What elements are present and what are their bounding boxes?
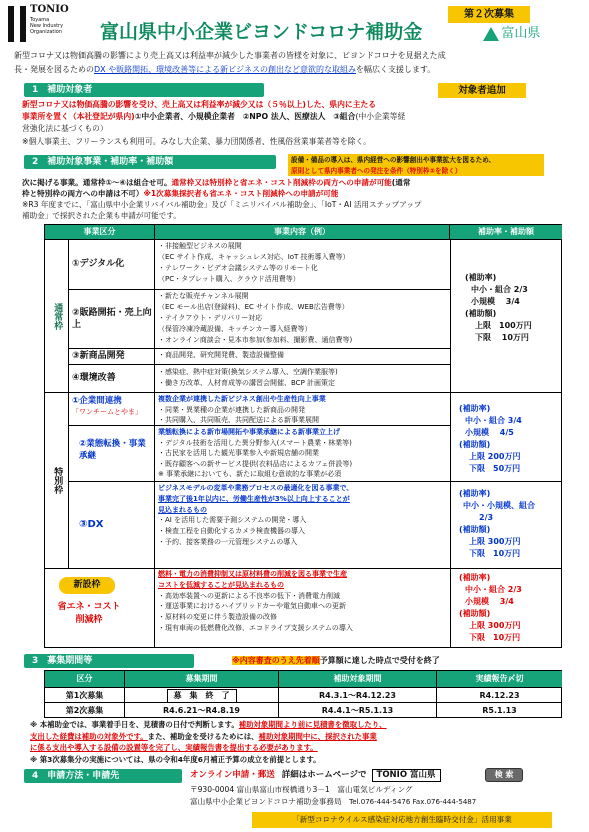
rate-line: 下限 50万円 <box>469 464 521 473</box>
row-content <box>155 291 449 346</box>
rate-line: 上限 300万円 <box>469 621 521 630</box>
note-red: ※内容審査のうえ先着順 <box>232 656 320 665</box>
section-num: 4 <box>32 771 39 781</box>
sp-head: 複数企業が連携した新ビジネス創出や生産性向上事業 <box>158 395 326 403</box>
section1-body <box>22 99 578 148</box>
section3-header <box>24 654 194 668</box>
section-title: 申請方法・申請先 <box>47 771 120 781</box>
note-black: 予算額に達した時点で受付を終了 <box>319 656 440 665</box>
section-num: 3 <box>32 656 39 666</box>
intro-line <box>14 63 576 77</box>
row-content <box>155 241 449 285</box>
sp-head: 見込まれるもの <box>158 505 207 514</box>
section2-header <box>24 155 276 169</box>
row-content <box>155 394 449 426</box>
s2-line <box>22 188 578 199</box>
sched-head: 募集期間 <box>125 671 279 687</box>
recruit-badge: 第２次募集 <box>448 6 530 23</box>
sp-head: 事業完了後1年以内に、労働生産性が3%以上向上することが <box>158 494 350 503</box>
sched-cell: R4.12.23 <box>437 687 562 702</box>
row-content <box>155 483 449 548</box>
s2-red: 通常枠又は特別枠と省エネ・コスト削減枠の両方への申請が可能 <box>171 178 392 187</box>
content-line: ・感染症、熱中症対策(換気システム導入、空調作業服等) <box>158 368 338 376</box>
office-line <box>190 796 570 808</box>
rate-line: (補助額) <box>459 609 491 618</box>
table-row <box>69 364 450 392</box>
content-line: ・現有車両の低燃費化改修、エコドライブ支援システムの導入 <box>158 623 353 632</box>
row-content: ・商品開発、研究開発費、製造設備整備 <box>158 351 284 359</box>
s2-bold: (通常 <box>391 178 411 187</box>
content-line: ・共同購入、共同販売、共同配送による新事業展開 <box>158 416 319 424</box>
online-label: オンライン申請・郵送 <box>190 770 275 780</box>
content-line: ・デジタル技術を活用した異分野参入(スマート農業・林業等) <box>158 438 352 447</box>
office-name: 富山県中小企業ビヨンドコロナ補助金事務局 <box>190 797 342 806</box>
content-line: ・新たな販売チャンネル展開 <box>158 292 249 300</box>
content-line: ・同業・異業種の企業が連携した新商品の開発 <box>158 405 305 414</box>
row-cat: ①デジタル化 <box>69 240 155 289</box>
content-line: （EC モール出店(登録料)、EC サイト作成、WEB広告費等） <box>158 303 349 311</box>
row-cat: ③新商品開発 <box>69 349 155 364</box>
rate-line: 上限 200万円 <box>469 452 521 461</box>
rate-line: (補助額) <box>465 309 497 318</box>
sched-head: 補助対象期間 <box>279 671 437 687</box>
new-frame-badge: 新設枠 <box>59 577 115 594</box>
special-rate-cell <box>450 392 562 481</box>
s3-text: ※ 本補助金では、事業着手日を、見積書の日付で判断します。 <box>30 720 239 729</box>
rate-line: 中小・組合 3/4 <box>465 416 522 425</box>
search-button[interactable]: 検 索 <box>485 768 523 782</box>
s1-red: 新型コロナ又は物価高騰の影響を受け、売上高又は利益率が減少 <box>22 100 248 109</box>
logo-tag: New Industry <box>30 23 64 29</box>
row-cat: ④環境改善 <box>69 365 155 392</box>
sched-cell <box>125 687 279 702</box>
sp1-cat: ①企業間連携 <box>72 396 122 406</box>
s3-note-line <box>30 731 578 743</box>
page-title: 富山県中小企業ビヨンドコロナ補助金 <box>100 21 423 43</box>
table-row <box>69 392 450 425</box>
content-line: ※ 事業承継においても、新たに取組む意欲的な事業が必須 <box>158 470 342 478</box>
table-row <box>69 289 450 348</box>
rate-line: (補助率) <box>465 273 497 282</box>
first-come-note <box>232 656 548 666</box>
s1-line <box>22 111 578 123</box>
s1-red: 事業所を置く（本社登記が県内) <box>22 112 135 121</box>
table-row <box>69 481 450 568</box>
rate-line: 下限 10万円 <box>475 333 529 342</box>
s2-bold: 枠と特別枠の両方への申請は不可） <box>22 189 144 198</box>
logo <box>8 4 86 46</box>
sched-head: 区分 <box>45 671 125 687</box>
s2-note: 補助金」で採択された企業も申請が可能です。 <box>22 211 181 220</box>
sched-cell: R4.6.21～R4.8.19 <box>125 702 279 718</box>
content-line: （保管冷凍冷蔵設備、キッチンカー導入経費等） <box>158 325 312 333</box>
pref-mark-icon <box>483 27 499 41</box>
row-content <box>155 427 449 480</box>
table-head-content: 事業内容（例） <box>155 225 450 239</box>
intro-line: 新型コロナ又は物価高騰の影響により売上高又は利益率が減少した事業者の皆様を対象に、ビヨンドコロナを見据えた成 <box>14 51 446 60</box>
rate-line: 下限 10万円 <box>469 549 521 558</box>
s1-line <box>22 99 578 111</box>
s3-red: 補助対象期間中に、採択された事業 <box>258 731 377 741</box>
normal-rate-cell <box>450 239 562 392</box>
s3-red: 補助対象期間より前に見積書を徴取したり、 <box>238 720 387 729</box>
pref-logo <box>483 26 573 44</box>
row-content <box>155 367 449 389</box>
sched-cell: 第2次募集 <box>45 702 125 718</box>
rate-line: 小規模 3/4 <box>465 597 514 606</box>
s3-text: また、補助金を受けるためには、 <box>147 731 259 741</box>
sp-head: 業態転換による新市場開拓や事業承継による新事業立上げ <box>158 428 340 436</box>
callout-line: 原則として県内事業者への発注を条件（特別枠②を除く） <box>291 166 462 175</box>
table-row <box>69 239 450 289</box>
rate-line: 上限 300万円 <box>469 537 521 546</box>
table-row <box>69 348 450 364</box>
new-row-divider <box>155 568 450 569</box>
callout-line: 設備・備品の導入は、県内経営への影響創出や事業拡大を図るため、 <box>291 156 496 164</box>
new-rate-cell <box>450 568 562 648</box>
sched-head: 実績報告〆切 <box>437 671 562 687</box>
logo-tag: Toyama <box>30 17 50 23</box>
section2-body <box>22 177 578 221</box>
content-line: ・原材料の変更に伴う製造設備の改修 <box>158 613 277 622</box>
rate-line: 中小・組合 2/3 <box>471 285 528 294</box>
content-line: ・古民家を活用した観光事業参入や新規店舗の開業 <box>158 449 319 457</box>
rate-line: 中小・小規模、組合 <box>463 501 535 510</box>
rate-line: 小規模 3/4 <box>471 297 520 306</box>
logo-tag: Organization <box>30 29 62 35</box>
normal-frame-label <box>45 239 69 392</box>
sp1-sub: 「ワンチームとやま」 <box>72 407 142 416</box>
s3-red: に係る支出や導入する設備の設置等を完了し、実績報告書を提出する必要があります。 <box>30 743 318 752</box>
rate-line: 下限 10万円 <box>469 633 521 642</box>
row-cat <box>69 426 155 481</box>
sched-cell: 第1次募集 <box>45 687 125 702</box>
new-cat-text: 省エネ・コスト削減枠 <box>57 602 121 625</box>
sp-head: ビジネスモデルの変革や業務プロセスの最適化を図る事業で、 <box>158 484 354 492</box>
content-line: ・検査工程を自動化するカメラ検査機器の導入 <box>158 527 305 536</box>
apply-method <box>190 769 490 782</box>
section-num: 1 <box>32 85 39 95</box>
row-cat: ③DX <box>69 482 155 568</box>
rate-line: 上限 100万円 <box>475 321 532 330</box>
normal-label-text: 通常枠 <box>52 302 63 330</box>
content-line: ・テレワーク・ビデオ会議システム等のリモート化 <box>158 264 318 272</box>
new-frame-cat <box>45 568 155 648</box>
content-line: ・AI を活用した需要予測システムの開発・導入 <box>158 516 307 525</box>
section-title: 募集期間等 <box>47 656 93 666</box>
rate-line: 小規模 4/5 <box>465 428 514 437</box>
table-head-cat: 事業区分 <box>45 225 155 239</box>
row-cat <box>69 393 155 425</box>
closed-stamp: 募 集 終 了 <box>167 689 237 703</box>
section4-header <box>24 769 182 783</box>
procurement-callout <box>288 154 544 176</box>
new-head: 燃料・電力の消費抑制又は原材料費の削減を図る事業で生産 <box>158 570 347 578</box>
intro-part: 長・発展を図るための <box>14 65 94 74</box>
intro-highlight: DX や販路開拓、環境改善等による新ビジネスの創出など意欲的な取組み <box>94 65 356 74</box>
row-cat-text: ②販路開拓・売上向上 <box>72 308 152 330</box>
s1-note: ※個人事業主、フリーランスも利用可。みなし大企業、暴力団関係者、性風俗営業事業者等を除く。 <box>22 137 371 146</box>
address-line: 〒930-0004 富山県富山市桜橋通り3－1 富山電気ビルディング <box>190 785 413 794</box>
sched-cell: R4.4.1～R5.1.13 <box>279 702 437 718</box>
special-frame-label <box>45 392 69 568</box>
intro-part: を幅広く支援します。 <box>355 65 436 74</box>
content-line: ・予約、接客業務の一元管理システムの導入 <box>158 537 298 546</box>
s2-line <box>22 177 578 188</box>
intro-text <box>14 49 576 77</box>
table-row <box>69 425 450 481</box>
rate-line: 2/3 <box>479 513 494 522</box>
s3-note-line: ※ 第3次募集分の実施については、県の令和4年度6月補正予算の成立を前提とします。 <box>30 754 321 764</box>
logo-mark <box>8 6 26 42</box>
content-line: （PC・タブレット購入、クラウド活用費等） <box>158 275 300 283</box>
footer-note: 「新型コロナウイルス感染症対応地方創生臨時交付金」活用事業 <box>252 812 552 828</box>
target-added-callout: 対象者追加 <box>438 83 526 98</box>
sp2-cat: ②業態転換・事業承継 <box>79 439 146 461</box>
site-search-box[interactable]: TONIO 富山県 <box>372 769 441 782</box>
s2-bold: 次に掲げる事業。通常枠①～④は組合せ可。 <box>22 178 172 187</box>
tel-fax: Tel.076-444-5476 Fax.076-444-5487 <box>349 798 477 806</box>
content-line: ・非接触型ビジネスの展開 <box>158 242 242 250</box>
pref-name: 富山県 <box>501 26 541 41</box>
s3-note-line <box>30 719 578 731</box>
subsidy-table <box>44 224 562 648</box>
s1-line: 営強化法に基づくもの） <box>22 124 108 133</box>
rate-line: (補助率) <box>459 573 491 582</box>
sched-cell: R4.3.1～R4.12.23 <box>279 687 437 702</box>
table-head-rate: 補助率・補助額 <box>450 225 562 239</box>
rate-line: 中小・組合 2/3 <box>465 585 522 594</box>
detail-text: 詳細はホームページで <box>281 770 367 780</box>
content-line: （EC サイト作成、キャッシュレス対応、IoT 技術導入費等） <box>158 253 350 261</box>
dx-rate-cell <box>450 481 562 568</box>
row-cat <box>69 290 155 348</box>
content-line: ・既存顧客への新サービス提供(衣料品店によるカフェ併設等) <box>158 459 353 468</box>
content-line: ・テイクアウト・デリバリー対応 <box>158 314 263 322</box>
content-line: ・オンライン商談会・見本市参加(参加料、撮影費、通信費等) <box>158 336 353 344</box>
special-label-text: 特別枠 <box>52 467 63 494</box>
s1-red: 又は（５％以上)した、県内に主たる <box>247 100 377 109</box>
section3-notes <box>30 719 578 765</box>
rate-line: (補助額) <box>459 525 491 534</box>
logo-name: TONIO <box>30 4 69 15</box>
content-line: ・働き方改革、人材育成等の講習会開催、BCP 計画策定 <box>158 379 336 387</box>
rate-line: (補助額) <box>459 440 491 449</box>
s1-text: (中小企業等経 <box>355 112 406 121</box>
s1-bold: ①中小企業者、小規模企業者 ②NPO 法人、医療法人 ③組合 <box>134 112 356 121</box>
content-line: ・高効率装置への更新による不良率の低下・消費電力削減 <box>158 591 340 600</box>
contact-block <box>190 784 570 808</box>
content-line: ・運送事業におけるハイブリッドカーや電気自動車への更新 <box>158 602 347 611</box>
sched-cell: R5.1.13 <box>437 702 562 718</box>
section-title: 補助対象者 <box>47 85 93 95</box>
row-content <box>155 569 450 634</box>
schedule-table <box>44 670 562 718</box>
rate-line: (補助率) <box>459 404 491 413</box>
section-num: 2 <box>32 157 39 167</box>
rate-line: (補助率) <box>459 489 491 498</box>
section-title: 補助対象事業・補助率・補助額 <box>47 157 174 167</box>
s2-red: ※1次募集採択者も省エネ・コスト削減枠への申請が可能 <box>143 189 339 198</box>
new-head: コストを低減することが見込まれるもの <box>158 580 284 589</box>
s2-note: ※R3 年度までに、「富山県中小企業リバイバル補助金」及び「ミニリバイバル補助金」、「IoT・AI 活用ステップアップ <box>22 200 422 209</box>
section1-header <box>24 83 264 97</box>
s3-red: 支出した経費は補助の対象外です。 <box>30 731 148 741</box>
